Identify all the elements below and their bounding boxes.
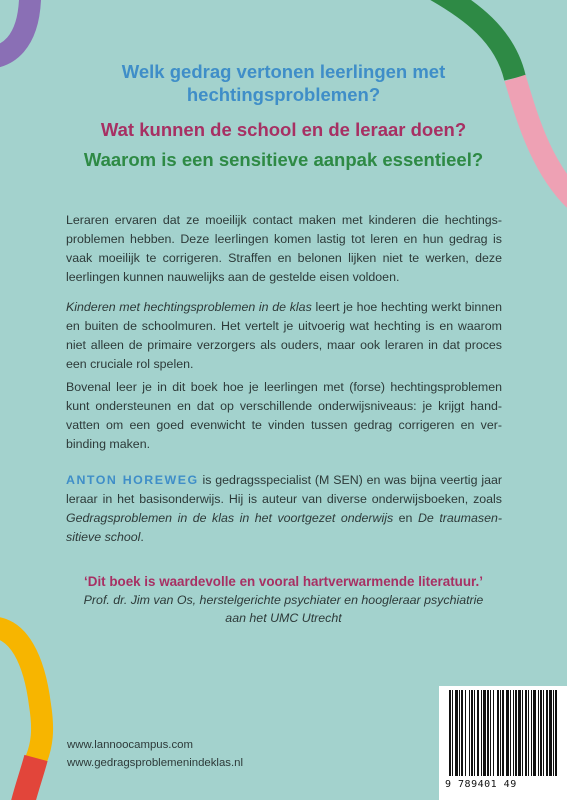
quote-attribution-line1: Prof. dr. Jim van Os, herstelgerichte psychiater en hoogleraar psychiatrie: [83, 593, 484, 607]
barcode-bar: [549, 690, 552, 776]
barcode-bar: [493, 690, 494, 776]
question-behaviour-line1: Welk gedrag vertonen leerlingen met: [121, 61, 446, 82]
purple-ribbon: [0, 0, 30, 58]
barcode-bar: [533, 690, 536, 776]
barcode-bar: [515, 690, 517, 776]
barcode-bar: [506, 690, 509, 776]
author-bio-a: is gedragsspecialist (M SEN) en was bijna veertig jaar leraar in het basisonderwijs. Hij is auteur van diverse onderwijsboeken, zoals: [66, 473, 502, 506]
barcode-bar: [497, 690, 499, 776]
author-book2: De traumasensitieve school: [66, 511, 502, 544]
barcode-number: 9 789401 49: [445, 779, 517, 790]
barcode-bar: [459, 690, 460, 776]
question-behaviour-line2: hechtingsproblemen?: [186, 84, 381, 105]
red-ribbon: [20, 758, 36, 800]
quote-text: ‘Dit boek is waardevolle en vooral hartverwarmende literatuur.’: [84, 574, 483, 589]
endorsement-quote: [40, 572, 527, 627]
author-name: ANTON HOREWEG: [66, 473, 199, 487]
barcode-bar: [510, 690, 511, 776]
barcode-bar: [500, 690, 501, 776]
quote-attribution-line2: aan het UMC Utrecht: [225, 611, 342, 625]
paragraph-book-text: leert je hoe hechting werkt binnen en buiten de schoolmuren. Het vertelt je uitvoerig wat hechting is en waarom niet alleen de primaire verzorgers als ouders, maar ook leraren in dat proces een cruciale rol spelen.: [66, 300, 502, 371]
barcode-bar: [513, 690, 514, 776]
paragraph-book: [66, 298, 502, 374]
barcode-bar: [553, 690, 554, 776]
barcode-bar: [487, 690, 489, 776]
barcode-bar: [522, 690, 523, 776]
barcode-bars: [439, 686, 567, 778]
author-bio-b: en: [393, 511, 418, 525]
barcode-bar: [538, 690, 539, 776]
author-bio: [66, 471, 502, 547]
barcode-bar: [461, 690, 463, 776]
barcode-bar: [474, 690, 475, 776]
barcode-bar: [528, 690, 529, 776]
barcode-bar: [481, 690, 482, 776]
barcode-bar: [452, 690, 453, 776]
paragraph-intro: Leraren ervaren dat ze moeilijk contact maken met kinderen die hechtingsproblemen hebben. Deze leerlingen komen lastig tot leren en hun gedrag is vaak moeilijk te corrigeren. Straffen en belonen lijken niet te werken, deze leerlingen kunnen nauwelijks aan de gestelde eisen voldoen.: [66, 213, 502, 284]
yellow-ribbon: [0, 627, 42, 760]
question-approach: Waarom is een sensitieve aanpak essentieel?: [83, 149, 484, 170]
isbn-barcode: [439, 686, 567, 800]
barcode-bar: [546, 690, 548, 776]
website-links: [67, 736, 243, 772]
barcode-bar: [449, 690, 451, 776]
barcode-bar: [490, 690, 491, 776]
barcode-bar: [471, 690, 473, 776]
barcode-bar: [540, 690, 542, 776]
url-book-site[interactable]: www.gedragsproblemenindeklas.nl: [67, 757, 244, 769]
author-book1: Gedragsproblemen in de klas in het voortgezet onderwijs: [66, 511, 394, 525]
barcode-bar: [477, 690, 479, 776]
url-publisher[interactable]: www.lannoocampus.com: [67, 739, 193, 751]
question-behaviour: [0, 60, 567, 106]
author-bio-c: .: [140, 530, 144, 544]
question-school: Wat kunnen de school en de leraar doen?: [100, 119, 467, 140]
barcode-bar: [531, 690, 532, 776]
barcode-bar: [518, 690, 521, 776]
barcode-bar: [455, 690, 458, 776]
barcode-bar: [543, 690, 544, 776]
barcode-bar: [525, 690, 527, 776]
paragraph-summary: Bovenal leer je in dit boek hoe je leerlingen met (forse) hechtingsproblemen kunt ondersteunen en dat op verschillende onderwijsniveaus: je krijgt handvatten om een goed evenwicht te vinden tussen gedrag corrigeren en verbinding maken.: [66, 380, 502, 451]
barcode-bar: [502, 690, 504, 776]
barcode-bar: [469, 690, 470, 776]
barcode-bar: [483, 690, 486, 776]
barcode-bar: [555, 690, 557, 776]
barcode-bar: [465, 690, 466, 776]
book-title: Kinderen met hechtingsproblemen in de klas: [66, 300, 312, 314]
